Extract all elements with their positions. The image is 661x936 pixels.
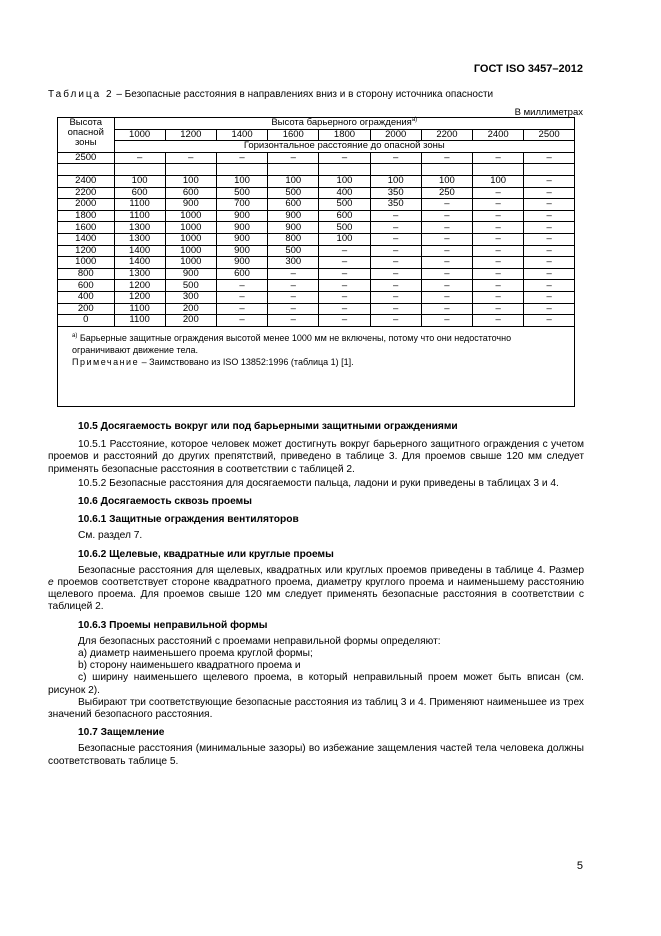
distance-cell: 600 [268,199,319,211]
distance-cell: 100 [319,233,370,245]
zone-height-cell: 2400 [58,175,114,187]
distance-cell: 600 [114,187,165,199]
distance-cell: – [421,233,472,245]
distance-cell: 500 [216,187,267,199]
distance-cell: – [421,152,472,164]
table-header-row [58,118,574,129]
distance-cell: 900 [268,210,319,222]
spacer-cell [319,164,370,176]
distance-cell: – [216,315,267,327]
section-10-6-1-heading: 10.6.1 Защитные ограждения вентиляторов [78,514,299,526]
distance-cell: – [268,280,319,292]
barrier-height-header: Высота барьерного ограждения$^{а)}$ [114,118,574,129]
zone-height-cell: 1600 [58,222,114,234]
distance-cell: – [421,222,472,234]
distance-cell: 400 [319,187,370,199]
spacer-cell [165,164,216,176]
paragraph-10-6-2: Безопасные расстояния для щелевых, квадратных или круглых проемов приведены в таблице 4. Размер e проемов соответствует стороне квадратного проема, диаметру круглого проема и наименьшему расстоянию щелевого проема. Для проемов свыше 120 мм следует применять безопасные расстояния в соответствии с таблицей 2. [48,564,584,613]
distance-cell: – [524,315,574,327]
distance-cell: – [165,152,216,164]
distance-cell: 200 [165,315,216,327]
distance-cell: – [319,245,370,257]
distance-cell: – [268,268,319,280]
distance-cell: 100 [473,175,524,187]
distance-cell: – [473,303,524,315]
distance-cell: – [421,245,472,257]
barrier-height-cell: 1200 [165,129,216,141]
table-note: Примечание – Заимствовано из ISO 13852:1996 (таблица 1) [1]. [72,356,354,367]
distance-cell: – [524,187,574,199]
distance-cell: – [319,268,370,280]
barrier-height-cell: 2200 [421,129,472,141]
distance-cell: 500 [319,199,370,211]
zone-height-header: Высота опасной зоны [58,118,114,152]
distance-cell: – [319,315,370,327]
distance-cell: 600 [216,268,267,280]
table-row [58,280,574,292]
distance-cell: 100 [114,175,165,187]
distance-cell: – [421,280,472,292]
distance-cell: 1000 [165,257,216,269]
table-caption [48,89,588,100]
distance-cell: – [268,303,319,315]
table-row [58,245,574,257]
zone-height-cell: 1200 [58,245,114,257]
distance-cell: 350 [370,187,421,199]
table-caption-text: – Безопасные расстояния в направлениях вниз и в сторону источника опасности [113,89,494,100]
spacer-cell [370,164,421,176]
distance-cell: – [421,291,472,303]
paragraph-10-7: Безопасные расстояния (минимальные зазоры) во избежание защемления частей тела человека должны соответствовать таблице 5. [48,743,584,767]
distance-cell: 1000 [165,245,216,257]
document-body [48,421,584,768]
zone-height-cell: 600 [58,280,114,292]
section-10-6-2-heading: 10.6.2 Щелевые, квадратные или круглые проемы [78,548,334,560]
distance-cell: – [473,257,524,269]
spacer-cell [473,164,524,176]
zone-height-cell: 200 [58,303,114,315]
distance-cell: 100 [319,175,370,187]
distance-cell: – [268,315,319,327]
distance-cell: 1000 [165,233,216,245]
distance-cell: – [421,199,472,211]
distance-cell: 350 [370,199,421,211]
distance-cell: – [421,303,472,315]
table-caption-label: Таблица 2 [48,89,114,100]
zone-height-cell: 2500 [58,152,114,164]
table-row [58,233,574,245]
distance-cell: – [473,245,524,257]
distance-cell: 500 [319,222,370,234]
distance-cell: 1100 [114,303,165,315]
distance-cell: – [473,291,524,303]
distance-cell: – [524,210,574,222]
barrier-height-cell: 1400 [216,129,267,141]
distance-cell: 1200 [114,280,165,292]
table-row [58,303,574,315]
paragraph-10-6-3-end: Выбирают три соответствующие безопасные расстояния из таблиц 3 и 4. Применяют наименьшее из трех значений безопасного расстояния. [48,696,584,721]
distance-cell: – [319,152,370,164]
distance-cell: – [524,291,574,303]
paragraph-10-5-1: 10.5.1 Расстояние, которое человек может достигнуть вокруг барьерного защитного ограждения с учетом проемов и расстояний до других препятствий, приведено в таблице 3. Для проемов свыше 120 мм следует применять безопасные расстояния в соответствии с таблицей 2. [48,439,584,475]
zone-height-cell: 2000 [58,199,114,211]
section-10-7-heading: 10.7 Защемление [78,727,165,739]
barrier-height-cell: 2500 [524,129,574,141]
table-row [58,268,574,280]
distance-cell: – [524,152,574,164]
distance-cell: – [268,291,319,303]
table-row [58,152,574,164]
distance-cell: 800 [268,233,319,245]
barrier-height-cell: 2000 [370,129,421,141]
distance-cell: – [524,222,574,234]
barrier-height-cell: 2400 [473,129,524,141]
distance-cell: 1300 [114,233,165,245]
spacer-cell [524,164,574,176]
distance-cell: – [268,152,319,164]
distance-cell: – [319,303,370,315]
table-footnote: $^{а)}$ Барьерные защитные ограждения высотой менее 1000 мм не включены, потому что они недостаточно ограничивают движение тела. [72,332,512,355]
distance-cell: – [473,315,524,327]
list-item-b: b) сторону наименьшего квадратного проема и [78,660,301,672]
list-item-c: с) ширину наименьшего щелевого проема, в который неправильный проем может быть вписан (см. рисунок 2). [48,672,584,696]
barrier-height-cell: 1600 [268,129,319,141]
distance-cell: 100 [370,175,421,187]
distance-cell: 900 [216,257,267,269]
distance-cell: 500 [165,280,216,292]
table-row [58,210,574,222]
distance-cell: – [319,291,370,303]
spacer-cell [58,164,114,176]
distance-cell: – [370,233,421,245]
distance-cell: – [370,222,421,234]
distance-cell: – [319,280,370,292]
section-10-5-heading: 10.5 Досягаемость вокруг или под барьерными защитными ограждениями [78,421,458,432]
distance-cell: – [473,210,524,222]
distance-cell: – [473,222,524,234]
distance-cell: 900 [268,222,319,234]
paragraph-10-6-1: См. раздел 7. [78,530,143,542]
distance-cell: 1000 [165,210,216,222]
distance-cell: – [114,152,165,164]
distance-cell: 1400 [114,245,165,257]
distance-cell: – [473,268,524,280]
zone-height-cell: 400 [58,291,114,303]
distance-cell: – [216,291,267,303]
distance-cell: 1000 [165,222,216,234]
distance-cell: – [524,268,574,280]
distance-cell: 500 [268,187,319,199]
table-row [58,222,574,234]
distance-cell: – [421,257,472,269]
distance-cell: – [524,245,574,257]
barrier-height-cell: 1800 [319,129,370,141]
table-row [58,175,574,187]
distance-cell: 300 [268,257,319,269]
distance-cell: 250 [421,187,472,199]
distance-cell: – [473,187,524,199]
distance-cell: 900 [216,233,267,245]
distance-cell: – [319,257,370,269]
distance-cell: – [216,152,267,164]
distance-cell: – [370,257,421,269]
distance-cell: 900 [216,245,267,257]
horizontal-distance-header: Горизонтальное расстояние до опасной зоны [114,141,574,153]
distance-cell: 700 [216,199,267,211]
table-row [58,187,574,199]
table-row [58,291,574,303]
distance-cell: 900 [216,210,267,222]
table-row [58,199,574,211]
paragraph-10-6-3-intro: Для безопасных расстояний с проемами неправильной формы определяют: [78,635,441,647]
table-footnotes [58,327,574,368]
table-row [58,257,574,269]
distance-cell: 1100 [114,199,165,211]
barrier-heights-row [58,129,574,141]
distance-cell: 600 [319,210,370,222]
distance-cell: 1200 [114,291,165,303]
safety-distance-table [58,118,574,327]
distance-cell: – [370,315,421,327]
section-10-6-3-heading: 10.6.3 Проемы неправильной формы [78,619,268,631]
zone-height-cell: 800 [58,268,114,280]
page-number: 5 [576,860,583,872]
distance-cell: – [524,257,574,269]
document-standard-header: ГОСТ ISO 3457–2012 [473,63,583,75]
barrier-height-cell: 1000 [114,129,165,141]
zone-height-cell: 1000 [58,257,114,269]
distance-cell: 100 [165,175,216,187]
distance-cell: 500 [268,245,319,257]
distance-cell: 1300 [114,268,165,280]
distance-cell: – [524,199,574,211]
safety-distance-table-frame [57,117,575,407]
distance-cell: – [370,268,421,280]
distance-cell: – [473,152,524,164]
distance-cell: 1300 [114,222,165,234]
distance-cell: – [421,268,472,280]
distance-cell: – [473,233,524,245]
paragraph-10-5-2: 10.5.2 Безопасные расстояния для досягаемости пальца, ладони и руки приведены в таблицах 3 и 4. [78,477,559,489]
distance-cell: – [370,280,421,292]
distance-cell: – [216,280,267,292]
distance-cell: 100 [421,175,472,187]
distance-cell: – [421,315,472,327]
distance-cell: – [524,303,574,315]
table-units: В миллиметрах [514,107,583,118]
section-10-6-heading: 10.6 Досягаемость сквозь проемы [78,496,252,508]
distance-cell: – [473,280,524,292]
distance-cell: – [473,199,524,211]
distance-cell: 900 [216,222,267,234]
distance-cell: – [370,210,421,222]
distance-cell: 1100 [114,315,165,327]
zone-height-cell: 1400 [58,233,114,245]
distance-cell: – [524,175,574,187]
spacer-cell [114,164,165,176]
distance-cell: 600 [165,187,216,199]
zone-height-cell: 2200 [58,187,114,199]
distance-cell: – [370,152,421,164]
zone-height-cell: 0 [58,315,114,327]
distance-cell: – [370,291,421,303]
spacer-cell [216,164,267,176]
distance-cell: 300 [165,291,216,303]
distance-cell: 900 [165,199,216,211]
distance-cell: – [524,280,574,292]
distance-header-row [58,141,574,153]
distance-cell: – [524,233,574,245]
table-row [58,315,574,327]
list-item-a: а) диаметр наименьшего проема круглой формы; [78,648,313,660]
distance-cell: – [370,245,421,257]
zone-height-cell: 1800 [58,210,114,222]
distance-cell: 1400 [114,257,165,269]
distance-cell: 900 [165,268,216,280]
distance-cell: – [370,303,421,315]
distance-cell: 100 [216,175,267,187]
spacer-cell [421,164,472,176]
distance-cell: – [216,303,267,315]
distance-cell: 200 [165,303,216,315]
barrier-footnote-mark: а) [411,117,418,124]
distance-cell: – [421,210,472,222]
distance-cell: 1100 [114,210,165,222]
spacer-cell [268,164,319,176]
table-spacer-row [58,164,574,176]
distance-cell: 100 [268,175,319,187]
